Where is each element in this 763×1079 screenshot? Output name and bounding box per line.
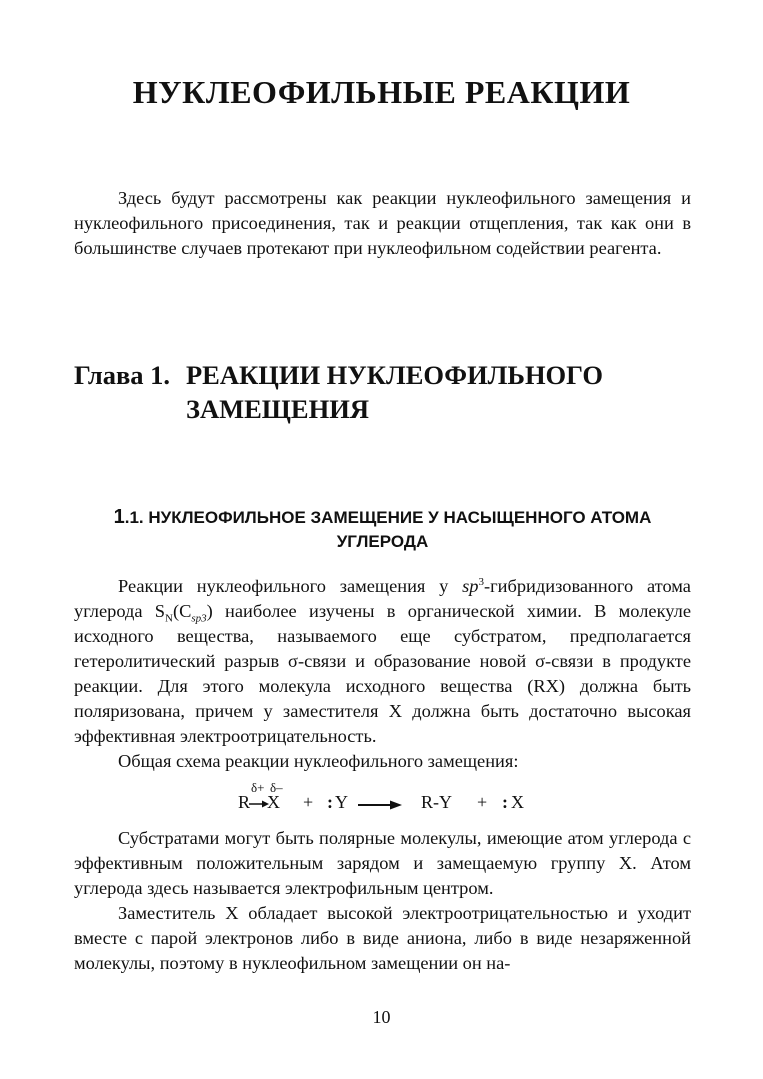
text-run: -гибридизованного атома углерода S [74,576,691,621]
page-number: 10 [372,1007,391,1027]
paragraph-scheme-intro: Общая схема реакции нуклеофильного замещения: [118,751,519,771]
intro-paragraph: Здесь будут рассмотрены как реакции нуклеофильного замещения и нуклеофильного присоединения, так и реакции отщепления, так как они в большинстве случаев протекают при нуклеофильном содействии реагента. [74,188,691,258]
chapter-label: Глава 1. [74,360,171,390]
delta-plus-label: δ+ [251,780,265,795]
paragraph-substrates: Субстратами могут быть полярные молекулы, имеющие атом углерода с эффективным положительным зарядом и замещаемую группу X. Атом углерода здесь называется электрофильным центром. [74,828,691,898]
nucleophile-y: Y [335,792,348,812]
plus-sign: + [303,792,314,812]
reaction-scheme [0,778,763,828]
section-heading [74,505,691,554]
reactant-r: R [238,792,251,812]
leaving-group-x: X [511,792,524,812]
section-number: 1 [113,506,125,528]
paragraph-reactions [74,574,691,749]
superscript: 3 [478,575,484,588]
chapter-name: РЕАКЦИИ НУКЛЕОФИЛЬНОГО ЗАМЕЩЕНИЯ [186,360,603,424]
delta-minus-label: δ– [270,780,283,795]
polarization-arrow-icon [249,799,269,809]
text-run: Реакции нуклеофильного замещения у [118,576,463,596]
lone-pair-icon: : [327,792,333,812]
text-run: (C [172,601,192,621]
paragraph-substituent: Заместитель X обладает высокой электроотрицательностью и уходит вместе с парой электронов либо в виде аниона, либо в виде незаряженной молекулы, поэтому в нуклеофильном замещении он на- [74,903,691,973]
section-title-text: .1. НУКЛЕОФИЛЬНОЕ ЗАМЕЩЕНИЕ У НАСЫЩЕННОГО АТОМА УГЛЕРОДА [124,508,652,551]
page-title: НУКЛЕОФИЛЬНЫЕ РЕАКЦИИ [132,74,631,110]
reaction-arrow-icon [358,800,402,810]
text-run: ) наиболее изучены в органической химии. В молекуле исходного вещества, называемого еще субстратом, предполагается гетеролитический разрыв σ-связи и образование новой σ-связи в продукте реакции. Для этого молекула исходного вещества (RX) должна быть поляризована, причем у заместителя X должна быть достаточно высокая эффективная электроотрицательность. [74,601,691,746]
subscript: N [165,612,173,625]
text-run: sp [462,576,479,596]
reactant-x: X [267,792,280,812]
lone-pair-icon: : [502,792,508,812]
product-ry: R-Y [421,792,452,812]
plus-sign: + [477,792,488,812]
subscript: sp3 [191,612,207,625]
